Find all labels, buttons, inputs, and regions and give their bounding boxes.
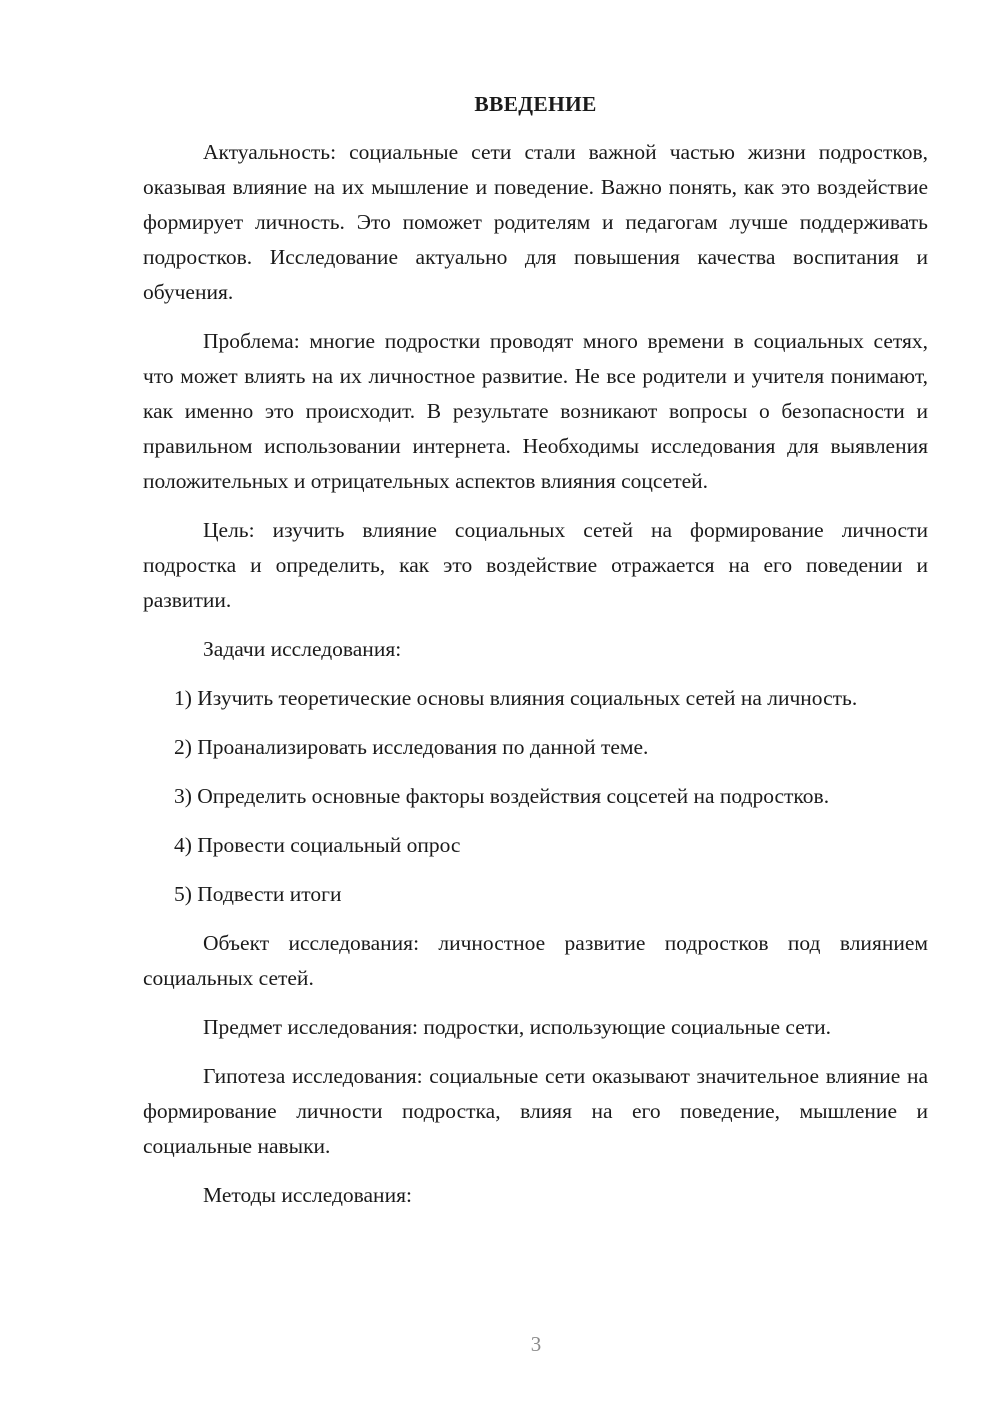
document-body — [143, 92, 928, 1227]
task-item-3: 3) Определить основные факторы воздействия соцсетей на подростков. — [174, 783, 830, 808]
task-item-1: 1) Изучить теоретические основы влияния социальных сетей на личность. — [174, 685, 858, 710]
tasks-heading: Задачи исследования: — [203, 636, 402, 661]
problem-paragraph: Проблема: многие подростки проводят много времени в социальных сетях, что может влиять на их личностное развитие. Не все родители и учителя понимают, как именно это происходит. В результате возникают вопросы о безопасности и правильном использовании интернета. Необходимы исследования для выявления положительных и отрицательных аспектов влияния соцсетей. — [143, 328, 928, 493]
task-item-2: 2) Проанализировать исследования по данной теме. — [174, 734, 649, 759]
subject-paragraph: Предмет исследования: подростки, использующие социальные сети. — [203, 1014, 832, 1039]
methods-heading: Методы исследования: — [203, 1182, 412, 1207]
object-paragraph: Объект исследования: личностное развитие подростков под влиянием социальных сетей. — [143, 930, 928, 990]
section-title: ВВЕДЕНИЕ — [474, 92, 597, 116]
hypothesis-paragraph: Гипотеза исследования: социальные сети оказывают значительное влияние на формирование личности подростка, влияя на его поведение, мышление и социальные навыки. — [143, 1063, 928, 1158]
task-item-4: 4) Провести социальный опрос — [174, 832, 461, 857]
page-number: 3 — [530, 1332, 542, 1356]
goal-paragraph: Цель: изучить влияние социальных сетей на формирование личности подростка и определить, как это воздействие отражается на его поведении и развитии. — [143, 517, 928, 612]
relevance-paragraph: Актуальность: социальные сети стали важной частью жизни подростков, оказывая влияние на их мышление и поведение. Важно понять, как это воздействие формирует личность. Это поможет родителям и педагогам лучше поддерживать подростков. Исследование актуально для повышения качества воспитания и обучения. — [143, 139, 928, 304]
task-item-5: 5) Подвести итоги — [174, 881, 342, 906]
